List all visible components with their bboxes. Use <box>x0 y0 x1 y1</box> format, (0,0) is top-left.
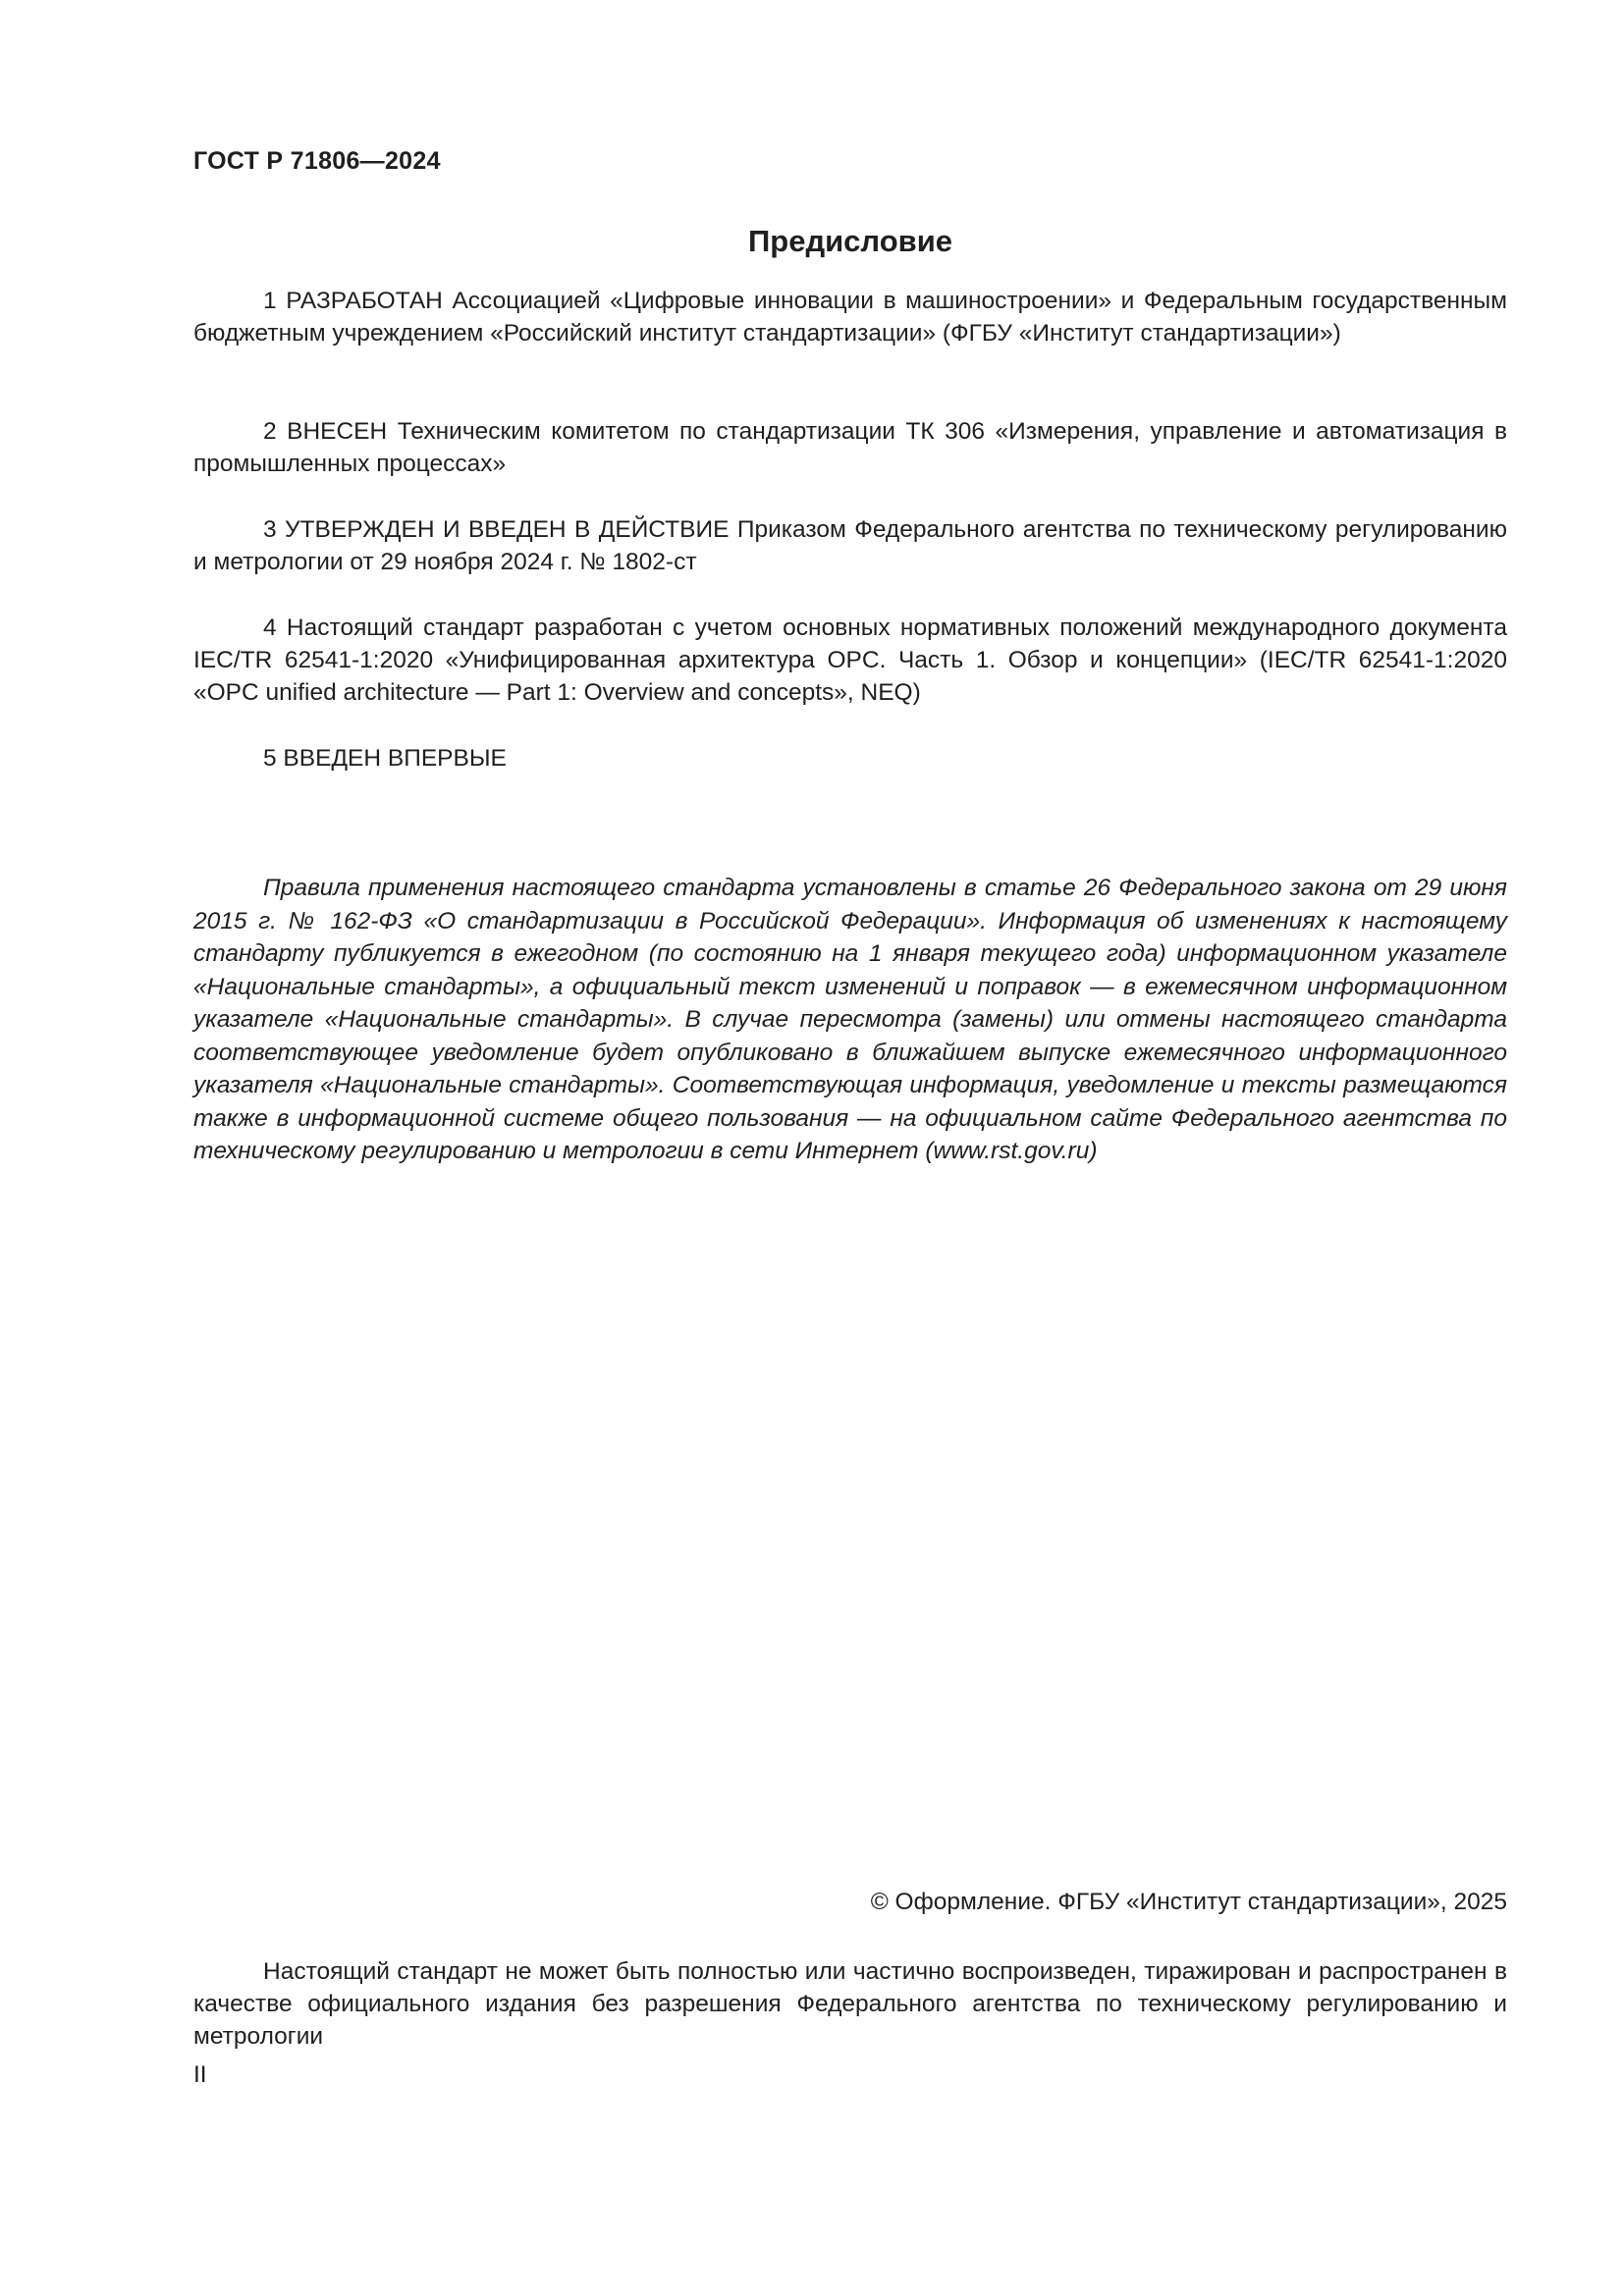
document-code: ГОСТ Р 71806—2024 <box>193 147 441 175</box>
page-number: II <box>193 2061 207 2088</box>
copyright-line: © Оформление. ФГБУ «Институт стандартизации», 2025 <box>870 1889 1507 1915</box>
preface-item-4: 4 Настоящий стандарт разработан с учетом основных нормативных положений международного документа IEC/TR 62541-1:2020 «Унифицированная архитектура OPC. Часть 1. Обзор и концепции» (IEC/TR 62541-1:2020 «OPC unified architecture — Part 1: Overview and concepts», NEQ) <box>193 614 1507 706</box>
rules-note: Правила применения настоящего стандарта установлены в статье 26 Федерального закона от 29 июня 2015 г. № 162-ФЗ «О стандартизации в Российской Федерации». Информация об изменениях к настоящему стандарту публикуется в ежегодном (по состоянию на 1 января текущего года) информационном указателе «Национальные стандарты», а официальный текст изменений и поправок — в ежемесячном информационном указателе «Национальные стандарты». В случае пересмотра (замены) или отмены настоящего стандарта соответствующее уведомление будет опубликовано в ближайшем выпуске ежемесячного информационного указателя «Национальные стандарты». Соответствующая информация, уведомление и тексты размещаются также в информационной системе общего пользования — на официальном сайте Федерального агентства по техническому регулированию и метрологии в сети Интернет (www.rst.gov.ru) <box>193 875 1507 1164</box>
preface-title: Предисловие <box>747 224 952 258</box>
preface-item-3: 3 УТВЕРЖДЕН И ВВЕДЕН В ДЕЙСТВИЕ Приказом Федерального агентства по техническому регулированию и метрологии от 29 ноября 2024 г. № 1802-ст <box>193 516 1507 575</box>
reproduction-notice: Настоящий стандарт не может быть полностью или частично воспроизведен, тиражирован и распространен в качестве официального издания без разрешения Федерального агентства по техническому регулированию и метрологии <box>193 1958 1507 2050</box>
preface-item-2: 2 ВНЕСЕН Техническим комитетом по стандартизации ТК 306 «Измерения, управление и автоматизация в промышленных процессах» <box>193 418 1507 477</box>
preface-item-1: 1 РАЗРАБОТАН Ассоциацией «Цифровые инновации в машиностроении» и Федеральным государственным бюджетным учреждением «Российский институт стандартизации» (ФГБУ «Институт стандартизации») <box>193 288 1507 347</box>
preface-item-5: 5 ВВЕДЕН ВПЕРВЫЕ <box>263 745 507 772</box>
